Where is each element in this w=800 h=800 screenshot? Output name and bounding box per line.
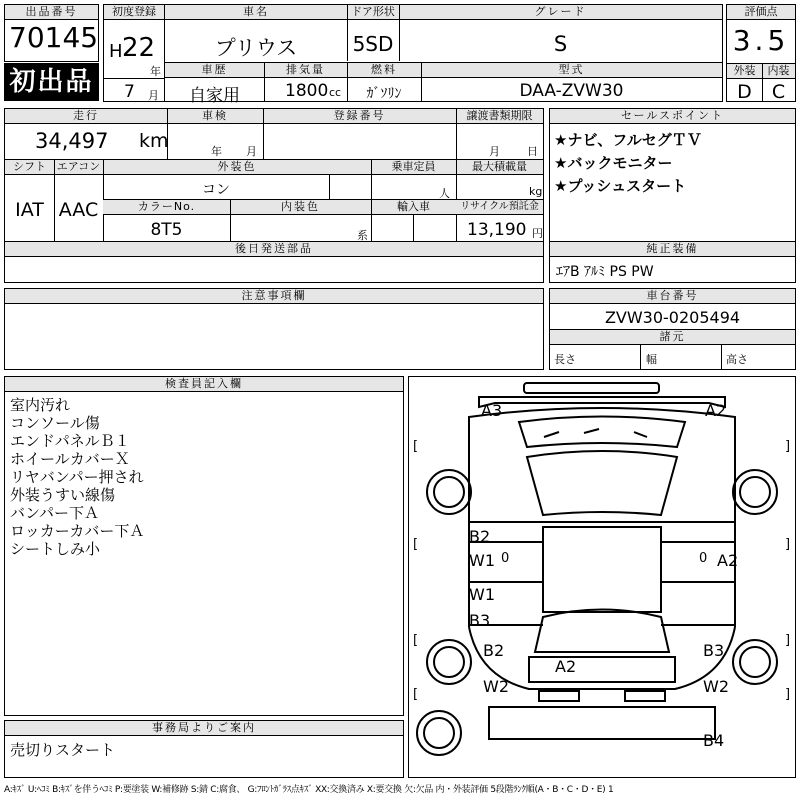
damage-mark-zero-left: 0 xyxy=(501,551,510,566)
mileage-unit: km xyxy=(139,130,169,152)
equipment-cell xyxy=(549,241,796,283)
import-label: 輸入車 xyxy=(371,200,456,215)
door-label: ドア形状 xyxy=(347,5,399,20)
recycle-fee-label: リサイクル預託金 xyxy=(456,200,543,215)
interior-color-label: 内装色 xyxy=(230,200,371,215)
bracket-left-mid: [ xyxy=(413,537,419,552)
damage-mark-a2-front: A2 xyxy=(705,401,727,420)
month: 7 xyxy=(124,82,135,102)
sales-points-cell xyxy=(549,108,796,242)
transfer-deadline-label: 譲渡書類期限 xyxy=(456,109,543,124)
car-outline xyxy=(409,377,795,777)
damage-mark-zero-right: 0 xyxy=(699,551,708,566)
sales-point-item: ★ナビ、フルセグＴＶ xyxy=(554,131,702,149)
notes-label: 注意事項欄 xyxy=(5,289,543,304)
grade: S xyxy=(553,32,568,56)
reg-number-label: 登録番号 xyxy=(263,109,456,124)
fuel-type: ｶﾞｿﾘﾝ xyxy=(366,86,402,102)
office-notice-cell xyxy=(4,720,404,778)
shift-label: シフト xyxy=(5,160,54,175)
score-cell xyxy=(726,4,796,102)
inspection-month-unit: 月 xyxy=(246,145,257,158)
year-unit: 年 xyxy=(150,65,161,78)
exterior-color: コン xyxy=(202,182,230,198)
era: H xyxy=(109,41,123,62)
legend: A:ｷｽﾞ U:ﾍｺﾐ B:ｷｽﾞを伴うﾍｺﾐ P:要塗装 W:補修跡 S:錆 C:腐食、 G:ﾌﾛﾝﾄｶﾞﾗｽ点ｷｽﾞ XX:交換済み X:要交換 欠:欠品 内・外装評価 5段階ﾗﾝｸ順(A・B・C・D・E) 1 xyxy=(4,785,614,795)
first-registration-label: 初度登録 xyxy=(104,5,164,20)
model-code: DAA-ZVW30 xyxy=(519,81,624,101)
chassis-number: ZVW30-0205494 xyxy=(604,308,741,327)
displacement-label: 排気量 xyxy=(264,63,347,78)
interior-grade-label: 内装 xyxy=(762,64,795,79)
color-number-label: カラーNo. xyxy=(103,200,230,215)
transfer-day-unit: 日 xyxy=(527,145,538,158)
exterior-grade-label: 外装 xyxy=(727,64,762,79)
lot-number: 70145 xyxy=(9,21,99,54)
length-label: 長さ xyxy=(554,353,576,366)
damage-mark-a2-door: A2 xyxy=(717,551,739,570)
damage-mark-b2-door: B2 xyxy=(469,527,491,546)
inspector-note: シートしみ小 xyxy=(10,540,101,558)
damage-mark-b3-rear-door: B3 xyxy=(469,611,491,630)
inspector-note: ホイールカバーＸ xyxy=(10,450,130,468)
inspector-cell xyxy=(4,376,404,716)
equipment-label: 純正装備 xyxy=(550,242,795,257)
first-listing-badge: 初出品 xyxy=(4,63,99,101)
exterior-color-label: 外装色 xyxy=(103,160,371,175)
bracket-right-rear: ] xyxy=(785,633,791,648)
transfer-month-unit: 月 xyxy=(489,145,500,158)
inspector-note: 外装うすい線傷 xyxy=(10,486,116,504)
shift-type: IAT xyxy=(15,199,44,221)
later-parts-label: 後日発送部品 xyxy=(5,242,543,257)
max-load-label: 最大積載量 xyxy=(456,160,543,175)
mileage: 34,497 xyxy=(35,129,109,153)
recycle-fee-unit: 円 xyxy=(532,227,543,240)
aircon-type: AAC xyxy=(58,199,99,221)
bracket-left-front: [ xyxy=(413,439,419,454)
inspection-label: 車検 xyxy=(167,109,263,124)
later-parts-cell xyxy=(4,241,544,283)
history-label: 車歴 xyxy=(165,63,264,78)
damage-mark-a2-roof: A2 xyxy=(555,657,577,676)
damage-mark-w2-left: W2 xyxy=(483,677,509,696)
sales-points-label: セールスポイント xyxy=(550,109,795,124)
car-name-label: 車名 xyxy=(165,5,347,20)
exterior-grade: D xyxy=(737,81,752,103)
height-label: 高さ xyxy=(726,353,748,366)
car-name: プリウス xyxy=(214,36,298,60)
details-block xyxy=(4,108,544,242)
capacity-unit: 人 xyxy=(439,187,450,200)
aircon-label: エアコン xyxy=(54,160,103,175)
sales-point-item: ★プッシュスタート xyxy=(554,177,687,195)
office-notice-label: 事務局よりご案内 xyxy=(5,721,403,736)
interior-grade: C xyxy=(771,81,786,103)
year: 22 xyxy=(122,33,156,63)
equipment-value: ｴｱB ｱﾙﾐ PS PW xyxy=(556,264,654,280)
damage-mark-w1-rear-door: W1 xyxy=(469,585,495,604)
interior-color-unit: 系 xyxy=(357,229,368,242)
displacement-unit: cc xyxy=(329,86,342,99)
damage-mark-b2-rear: B2 xyxy=(483,641,505,660)
damage-mark-w1-door: W1 xyxy=(469,551,495,570)
inspector-note: 室内汚れ xyxy=(10,396,71,414)
damage-mark-b3-rear: B3 xyxy=(703,641,725,660)
score-label: 評価点 xyxy=(727,5,795,20)
bracket-right-front: ] xyxy=(785,439,791,454)
color-number: 8T5 xyxy=(150,220,183,240)
max-load-unit: kg xyxy=(529,185,543,198)
office-message: 売切りスタート xyxy=(10,741,116,759)
inspector-label: 検査員記入欄 xyxy=(5,377,403,392)
inspector-note: バンパー下Ａ xyxy=(10,504,99,522)
lot-number-cell xyxy=(4,4,99,62)
model-label: 型式 xyxy=(421,63,722,78)
bracket-right-bottom: ] xyxy=(785,687,791,702)
car-info-block xyxy=(164,4,723,106)
bracket-left-rear: [ xyxy=(413,633,419,648)
inspector-note: エンドパネルＢ１ xyxy=(10,432,130,450)
chassis-cell xyxy=(549,288,796,370)
lot-number-label: 出品番号 xyxy=(5,5,98,20)
notes-cell xyxy=(4,288,544,370)
sales-point-item: ★バックモニター xyxy=(554,154,673,172)
damage-diagram xyxy=(408,376,796,778)
displacement: 1800 xyxy=(285,81,329,101)
dims-label: 諸元 xyxy=(550,329,795,345)
width-label: 幅 xyxy=(646,353,657,366)
score: 3.5 xyxy=(732,24,790,57)
inspector-note: コンソール傷 xyxy=(10,414,100,432)
bracket-right-mid: ] xyxy=(785,537,791,552)
inspection-year-unit: 年 xyxy=(211,145,222,158)
chassis-label: 車台番号 xyxy=(550,289,795,304)
fuel-label: 燃料 xyxy=(347,63,421,78)
damage-mark-w2-right: W2 xyxy=(703,677,729,696)
capacity-label: 乗車定員 xyxy=(371,160,456,175)
vehicle-history: 自家用 xyxy=(189,86,240,106)
inspector-note: リヤバンパー押され xyxy=(10,468,144,486)
damage-mark-a3: A3 xyxy=(481,401,503,420)
door-type: 5SD xyxy=(352,32,394,56)
month-unit: 月 xyxy=(148,89,159,102)
damage-mark-b4: B4 xyxy=(703,731,725,750)
mileage-label: 走行 xyxy=(5,109,167,124)
recycle-fee: 13,190 xyxy=(467,220,527,240)
bracket-left-bottom: [ xyxy=(413,687,419,702)
grade-label: グレード xyxy=(399,5,722,20)
inspector-note: ロッカーカバー下Ａ xyxy=(10,522,145,540)
first-registration-cell xyxy=(103,4,165,102)
